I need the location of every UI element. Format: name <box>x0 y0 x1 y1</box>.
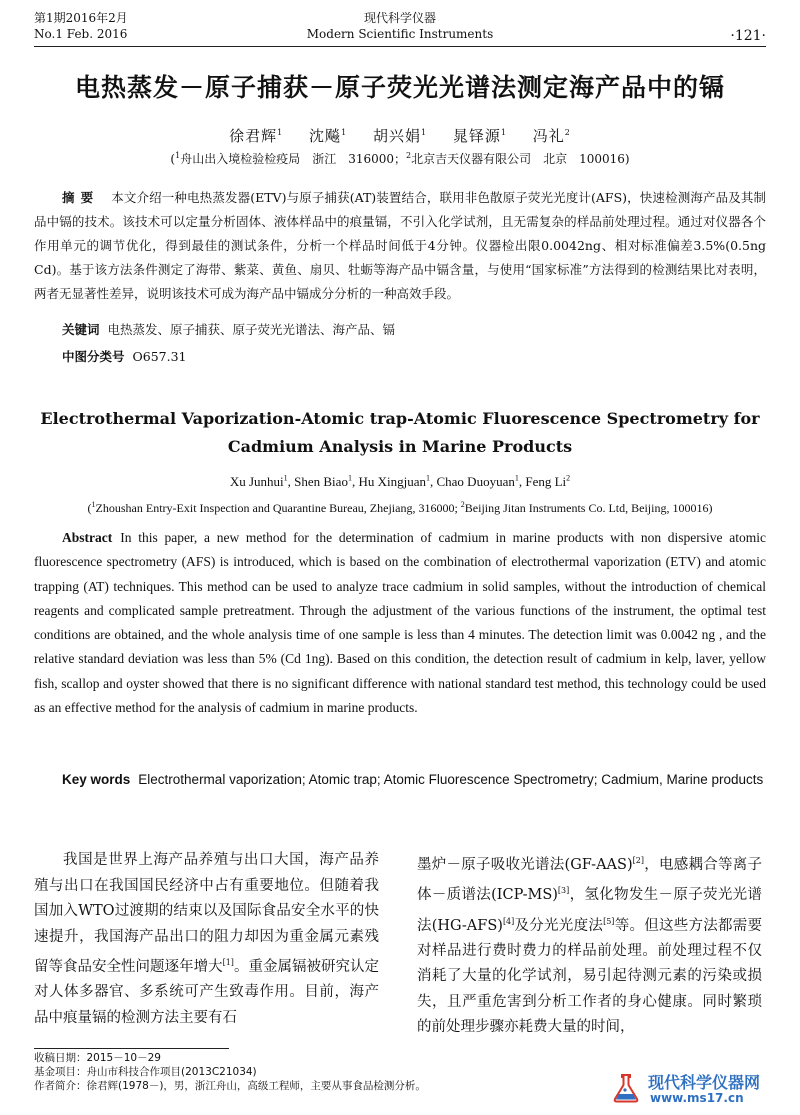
watermark-name: 现代科学仪器网 <box>648 1073 761 1092</box>
author-cn: 晁铎源$^1$ <box>452 127 507 145</box>
author-en: Hu Xingjuan$^1$, <box>358 474 437 490</box>
author-en: Chao Duoyuan$^1$, <box>436 474 526 490</box>
footnote-fund: 基金项目：舟山市科技合作项目(2013C21034) <box>34 1066 257 1078</box>
title-en: Electrothermal Vaporization-Atomic trap-Atomic Fluorescence Spectrometry for Cadmium Analysis in Marine Products <box>40 409 760 456</box>
author-cn: 胡兴娟$^1$ <box>372 127 428 145</box>
abstract-en-text: In this paper, a new method for the determination of cadmium in marine products with non dispersive atomic fluorescence spectrometry (AFS) is introduced, which is based on the combination of electrothermal vaporization (ETV) and atomic trapping (AT) techniques. This method can be used to analyze trace cadmium in solid samples, without the introduction of chemical reagents and complicated sample pretreatment. Through the adjustment of the various functions of the instrument, the optimal test conditions are obtained, and the whole analysis time of one sample is less than 4 minutes. The detection limit was 0.0042 ng , and the relative standard deviation was less than 5% (Cd 1ng). Based on this condition, the detection result of cadmium in kelp, laver, yellow fish, scallop and oyster showed that there is no significant difference with national standard test method, this technology could be used as an effective method for the analysis of cadmium in marine products. <box>34 530 766 716</box>
title-cn: 电热蒸发－原子捕获－原子荧光光谱法测定海产品中的镉 <box>74 73 725 102</box>
footnote-author: 作者简介：徐君辉(1978－)，男，浙江舟山，高级工程师，主要从事食品检测分析。 <box>34 1080 426 1092</box>
flask-logo-icon <box>610 1072 642 1104</box>
citation: [4] <box>502 916 515 926</box>
author-cn: 冯礼$^2$ <box>532 127 571 145</box>
abstract-cn-text: 本文介绍一种电热蒸发器(ETV)与原子捕获(AT)装置结合，联用非色散原子荧光光度计(AFS)，快速检测海产品及其制品中镉的技术。该技术可以定量分析固体、液体样品中的痕量镉，不引入化学试剂，且无需复杂的样品前处理过程。通过对仪器各个作用单元的调节优化，得到最佳的测试条件，分析一个样品时间低于4分钟。仪器检出限0.0042ng、相对标准偏差3.5%(0.5ng Cd)。基于该方法条件测定了海带、紫菜、黄鱼、扇贝、牡蛎等海产品中镉含量，与使用“国家标准”方法得到的检测结果比对表明，两者无显著性差异，说明该技术可成为海产品中镉成分分析的一种高效手段。 <box>34 190 766 301</box>
author-cn: 沈飚$^1$ <box>309 127 348 145</box>
citation: [1] <box>222 958 234 967</box>
page-header <box>34 8 766 47</box>
keywords-cn <box>62 320 395 338</box>
citation: [3] <box>557 886 570 896</box>
issue-cn: 第1期2016年2月 <box>34 11 128 25</box>
author-en: Feng Li$^2$ <box>525 474 571 490</box>
issue-en: No.1 Feb. 2016 <box>34 27 128 41</box>
page-number: ·121· <box>730 28 766 44</box>
body-column-left: 我国是世界上海产品养殖与出口大国，海产品养殖与出口在我国国民经济中占有重要地位。但随着我国加入WTO过渡期的结束以及国际食品安全水平的快速提升，我国海产品出口的阻力却因为重金属元素残留等食品安全性问题逐年增大[1]。重金属镉被研究认定对人体多器官、多系统可产生致毒作用。目前，海产品中痕量镉的检测方法主要有石 <box>34 852 380 1026</box>
citation: [2] <box>632 856 644 865</box>
journal-name <box>34 10 766 42</box>
abstract-en-label: Abstract <box>62 530 113 545</box>
abstract-en <box>34 526 766 720</box>
author-en: Shen Biao$^1$, <box>294 474 359 490</box>
classification-value: O657.31 <box>132 349 187 364</box>
authors-en <box>0 474 800 490</box>
footnote-received: 收稿日期：2015－10－29 <box>34 1052 161 1064</box>
keywords-en-label: Key words <box>62 772 131 787</box>
abstract-cn <box>34 186 766 306</box>
keywords-en <box>34 768 766 792</box>
journal-en: Modern Scientific Instruments <box>306 27 494 41</box>
citation: [5] <box>603 916 615 926</box>
footnote-divider <box>34 1048 229 1049</box>
author-en: Xu Junhui$^1$, <box>229 474 295 490</box>
authors-cn <box>0 125 800 146</box>
classification-cn <box>62 347 187 365</box>
keywords-en-text: Electrothermal vaporization; Atomic trap; Atomic Fluorescence Spectrometry; Cadmium, Marine products <box>138 772 764 787</box>
affiliation-en: ($^1$Zhoushan Entry-Exit Inspection and Quarantine Bureau, Zhejiang, 316000; $^2$Beijing Jitan Instruments Co. Ltd, Beijing, 100016) <box>87 500 713 515</box>
body-column-right: 墨炉－原子吸收光谱法(GF-AAS)[2]，电感耦合等离子体－质谱法(ICP-MS)[3]，氢化物发生－原子荧光光谱法(HG-AFS)[4]及分光光度法[5]等。但这些方法都需要对样品进行费时费力的样品前处理。前处理过程不仅消耗了大量的化学试剂，易引起待测元素的污染或损失，且严重危害到分析工作者的身心健康。同时繁琐的前处理步骤亦耗费大量的时间， <box>417 856 763 1036</box>
abstract-cn-label: 摘要 <box>62 190 100 205</box>
keywords-cn-label: 关键词 <box>62 322 100 337</box>
watermark-url[interactable]: www.ms17.cn <box>650 1091 744 1105</box>
author-cn: 徐君辉$^1$ <box>229 127 284 145</box>
affiliation-cn: ($^1$舟山出入境检验检疫局 浙江 316000；$^2$北京吉天仪器有限公司 北京 100016) <box>170 151 630 166</box>
journal-cn: 现代科学仪器 <box>363 11 436 25</box>
keywords-cn-text: 电热蒸发、原子捕获、原子荧光光谱法、海产品、镉 <box>107 322 396 337</box>
classification-label: 中图分类号 <box>62 349 125 364</box>
watermark <box>610 1068 786 1108</box>
